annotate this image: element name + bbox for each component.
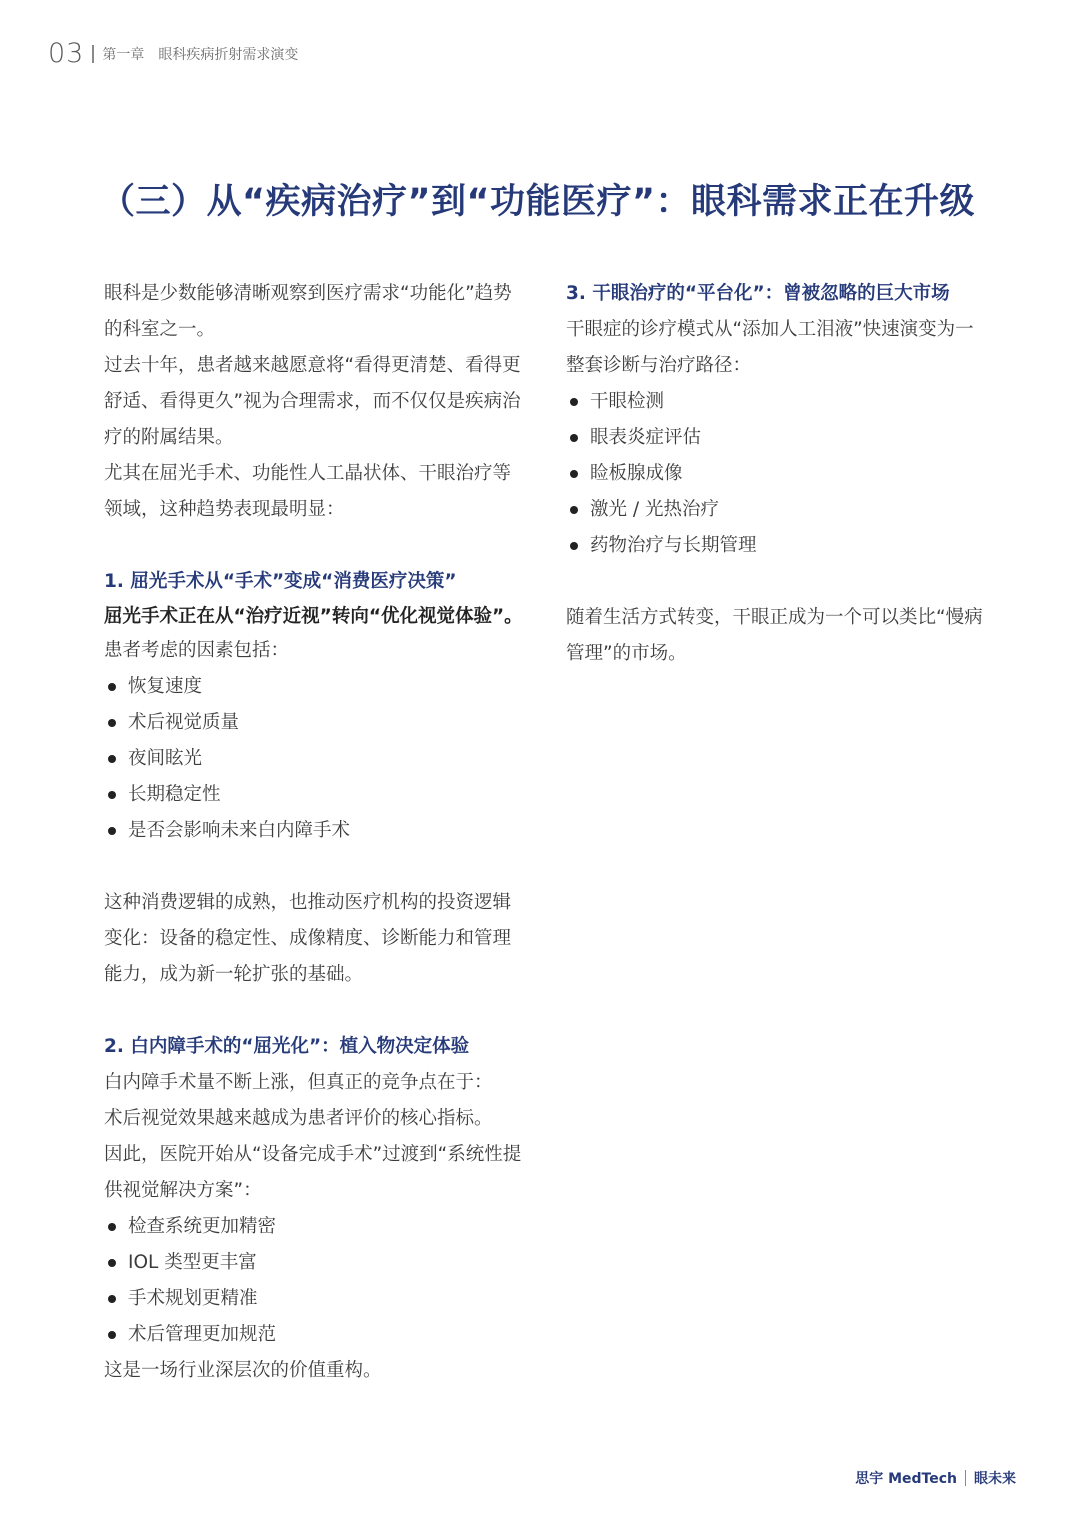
chapter-label: 第一章 [102, 46, 145, 63]
bullet-icon [108, 1223, 116, 1231]
bullet-icon [570, 434, 578, 442]
list-item: 药物治疗与长期管理 [566, 528, 986, 564]
footer-brand: 思宇 MedTech [855, 1471, 957, 1487]
section3-heading: 3. 干眼治疗的“平台化”：曾被忽略的巨大市场 [566, 283, 950, 304]
section1-heading: 1. 屈光手术从“手术”变成“消费医疗决策” [104, 571, 457, 592]
section2-body-2: 术后视觉效果越来越成为患者评价的核心指标。 [104, 1108, 493, 1129]
bullet-icon [108, 683, 116, 691]
list-item: 是否会影响未来白内障手术 [104, 813, 524, 849]
bullet-icon [108, 827, 116, 835]
list-item: 夜间眩光 [104, 741, 524, 777]
list-item: 检查系统更加精密 [104, 1209, 524, 1245]
intro-paragraph-2: 过去十年，患者越来越愿意将“看得更清楚、看得更舒适、看得更久”视为合理需求，而不仅仅是疾病治疗的附属结果。 [104, 355, 521, 448]
list-item: 眼表炎症评估 [566, 420, 986, 456]
bullet-icon [570, 506, 578, 514]
page-header [48, 38, 298, 69]
section2-closing: 这是一场行业深层次的价值重构。 [104, 1360, 382, 1381]
bullet-icon [570, 542, 578, 550]
section1-subheading: 屈光手术正在从“治疗近视”转向“优化视觉体验”。 [104, 606, 523, 627]
bullet-icon [108, 1259, 116, 1267]
bullet-icon [108, 1331, 116, 1339]
list-item: 术后管理更加规范 [104, 1317, 524, 1353]
left-column [104, 276, 524, 1389]
section3-closing: 随着生活方式转变，干眼正成为一个可以类比“慢病管理”的市场。 [566, 607, 983, 664]
list-item: 手术规划更精准 [104, 1281, 524, 1317]
section1-list [104, 669, 524, 849]
bullet-icon [570, 470, 578, 478]
list-item: 干眼检测 [566, 384, 986, 420]
list-item: 激光 / 光热治疗 [566, 492, 986, 528]
section3-body: 干眼症的诊疗模式从“添加人工泪液”快速演变为一整套诊断与治疗路径： [566, 319, 974, 376]
right-column [566, 276, 986, 672]
bullet-icon [108, 1295, 116, 1303]
footer-slogan: 眼未来 [974, 1471, 1016, 1487]
page-number: 03 [48, 38, 85, 69]
list-item: 术后视觉质量 [104, 705, 524, 741]
section2-body-1: 白内障手术量不断上涨，但真正的竞争点在于： [104, 1072, 493, 1093]
chapter-title: 眼科疾病折射需求演变 [158, 46, 299, 63]
page-footer [855, 1468, 1016, 1488]
header-divider [92, 45, 94, 63]
section2-list [104, 1209, 524, 1353]
bullet-icon [570, 398, 578, 406]
section-title: （三）从“疾病治疗”到“功能医疗”：眼科需求正在升级 [100, 182, 976, 222]
intro-paragraph-1: 眼科是少数能够清晰观察到医疗需求“功能化”趋势的科室之一。 [104, 283, 512, 340]
section1-closing: 这种消费逻辑的成熟，也推动医疗机构的投资逻辑变化：设备的稳定性、成像精度、诊断能力和管理能力，成为新一轮扩张的基础。 [104, 892, 512, 985]
bullet-icon [108, 791, 116, 799]
section2-heading: 2. 白内障手术的“屈光化”：植入物决定体验 [104, 1036, 470, 1057]
list-item: 睑板腺成像 [566, 456, 986, 492]
intro-paragraph-3: 尤其在屈光手术、功能性人工晶状体、干眼治疗等领域，这种趋势表现最明显： [104, 463, 512, 520]
list-item: 恢复速度 [104, 669, 524, 705]
section2-body-3: 因此，医院开始从“设备完成手术”过渡到“系统性提供视觉解决方案”： [104, 1144, 522, 1201]
bullet-icon [108, 755, 116, 763]
section3-list [566, 384, 986, 564]
list-item: 长期稳定性 [104, 777, 524, 813]
list-item: IOL 类型更丰富 [104, 1245, 524, 1281]
section1-lead: 患者考虑的因素包括： [104, 640, 290, 661]
footer-divider [965, 1470, 966, 1486]
bullet-icon [108, 719, 116, 727]
